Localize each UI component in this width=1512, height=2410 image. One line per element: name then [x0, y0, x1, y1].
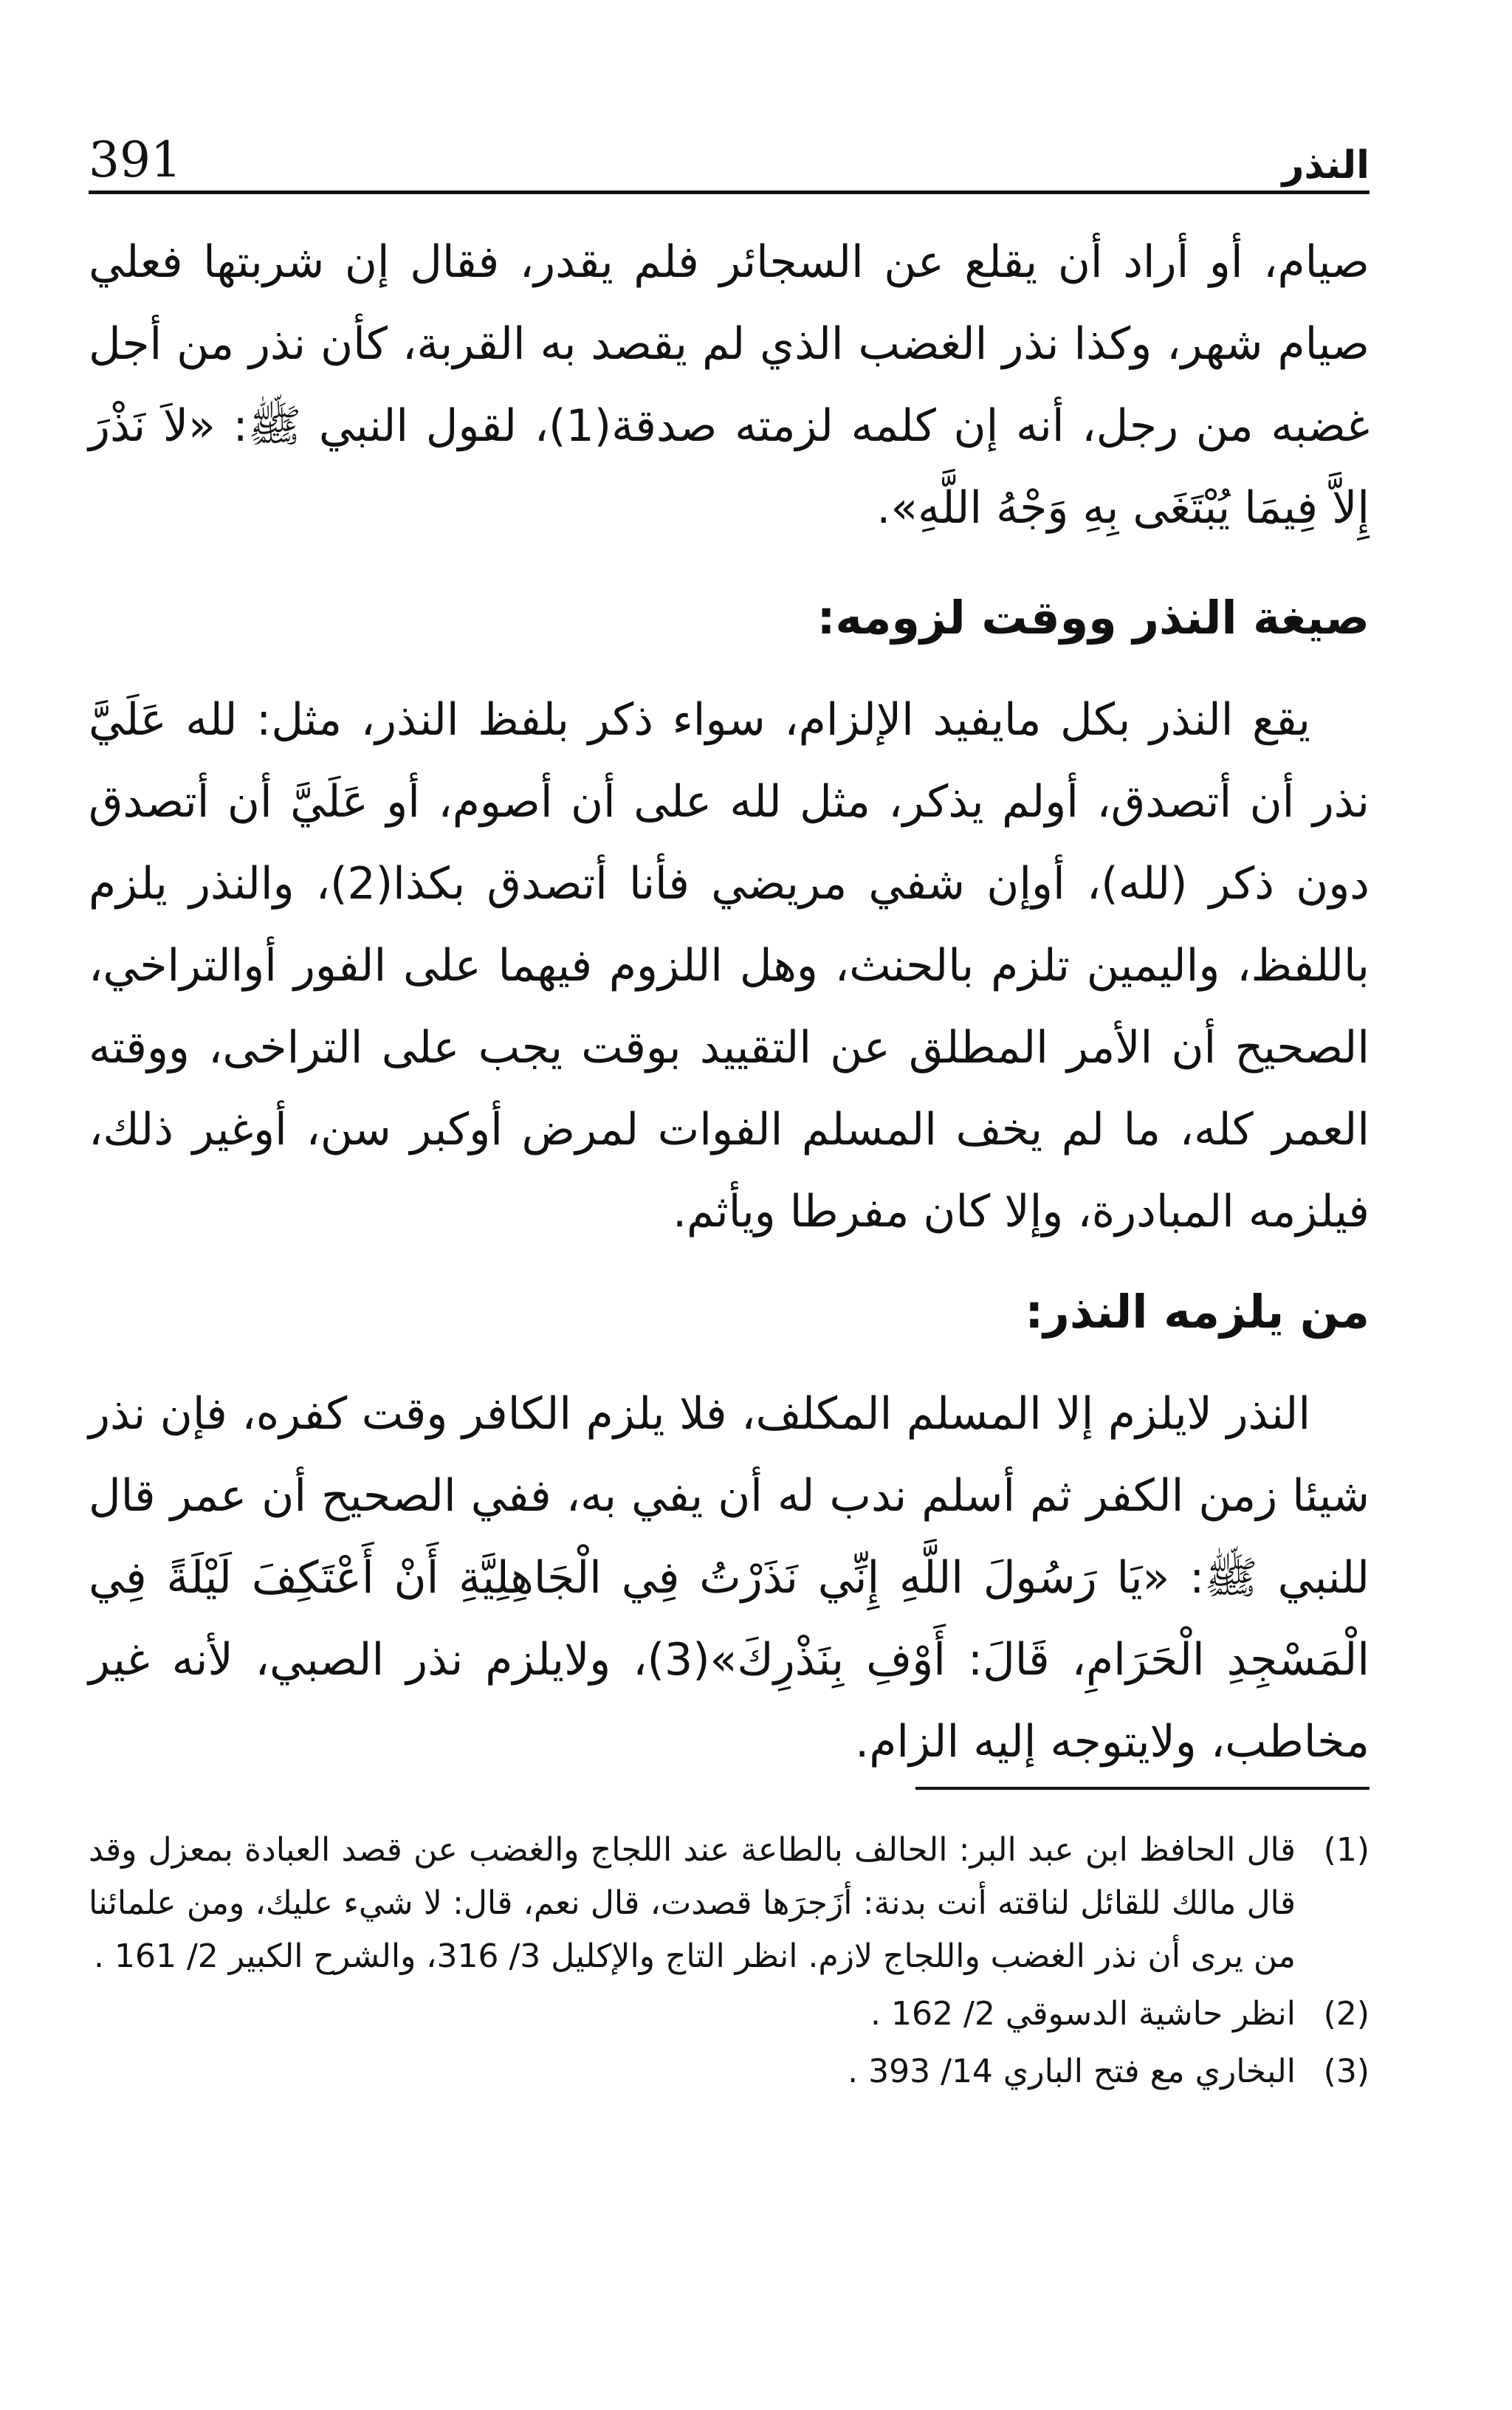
running-title: النذر [1282, 143, 1370, 188]
footnote-number: (1) [1323, 1831, 1370, 1869]
section-heading-vow-formula: صيغة النذر ووقت لزومه: [817, 591, 1370, 645]
footnote-separator [915, 1787, 1370, 1790]
page-number: 391 [89, 131, 182, 188]
page-header [89, 103, 1370, 188]
footnote-item [89, 1824, 1370, 1983]
footnote-number: (2) [1323, 1995, 1370, 2033]
footnotes [89, 1824, 1370, 2103]
paragraph-continuation: صيام، أو أراد أن يقلع عن السجائر فلم يقدر، فقال إن شربتها فعلي صيام شهر، وكذا نذر الغضب الذي لم يقصد به القربة، كأن نذر من أجل غضبه من رجل، أنه إن كلمه لزمته صدقة(1)، لقول النبي ﷺ: «لاَ نَذْرَ إِلاَّ فِيمَا يُبْتَغَى بِهِ وَجْهُ اللَّهِ». [89, 236, 1370, 534]
header-rule [89, 190, 1370, 194]
footnote-text: انظر حاشية الدسوقي 2/ 162 . [870, 1995, 1296, 2033]
paragraph-vow-formula: يقع النذر بكل مايفيد الإلزام، سواء ذكر بلفظ النذر، مثل: لله عَلَيَّ نذر أن أتصدق، أولم يذكر، مثل لله على أن أصوم، أو عَلَيَّ أن أتصدق دون ذكر (لله)، أوإن شفي مريضي فأنا أتصدق بكذا(2)، والنذر يلزم باللفظ، واليمين تلزم بالحنث، وهل اللزوم فيهما على الفور أوالتراخي، الصحيح أن الأمر المطلق عن التقييد بوقت يجب على التراخى، ووقته العمر كله، ما لم يخف المسلم الفوات لمرض أوكبر سن، أوغير ذلك، فيلزمه المبادرة، وإلا كان مفرطا ويأثم. [89, 694, 1370, 1237]
footnote-item [89, 2045, 1370, 2098]
footnote-text: قال الحافظ ابن عبد البر: الحالف بالطاعة عند اللجاج والغضب عن قصد العبادة بمعزل وقد قال مالك للقائل لناقته أنت بدنة: أزَجرَها قصدت، قال نعم، قال: لا شيء عليك، ومن علمائنا من يرى أن نذر الغضب واللجاج لازم. انظر التاج والإكليل 3/ 316، والشرح الكبير 2/ 161 . [89, 1831, 1296, 1975]
section-heading-who-is-bound: من يلزمه النذر: [1025, 1285, 1370, 1339]
footnote-number: (3) [1323, 2053, 1370, 2090]
paragraph-who-is-bound: النذر لايلزم إلا المسلم المكلف، فلا يلزم الكافر وقت كفره، فإن نذر شيئا زمن الكفر ثم أسلم ندب له أن يفي به، ففي الصحيح أن عمر قال للنبي ﷺ: «يَا رَسُولَ اللَّهِ إِنِّي نَذَرْتُ فِي الْجَاهِلِيَّةِ أَنْ أَعْتَكِفَ لَيْلَةً فِي الْمَسْجِدِ الْحَرَامِ، قَالَ: أَوْفِ بِنَذْرِكَ»(3)، ولايلزم نذر الصبي، لأنه غير مخاطب، ولايتوجه إليه الزام. [89, 1388, 1370, 1768]
footnote-text: البخاري مع فتح الباري 14/ 393 . [848, 2053, 1296, 2090]
footnote-item [89, 1988, 1370, 2041]
